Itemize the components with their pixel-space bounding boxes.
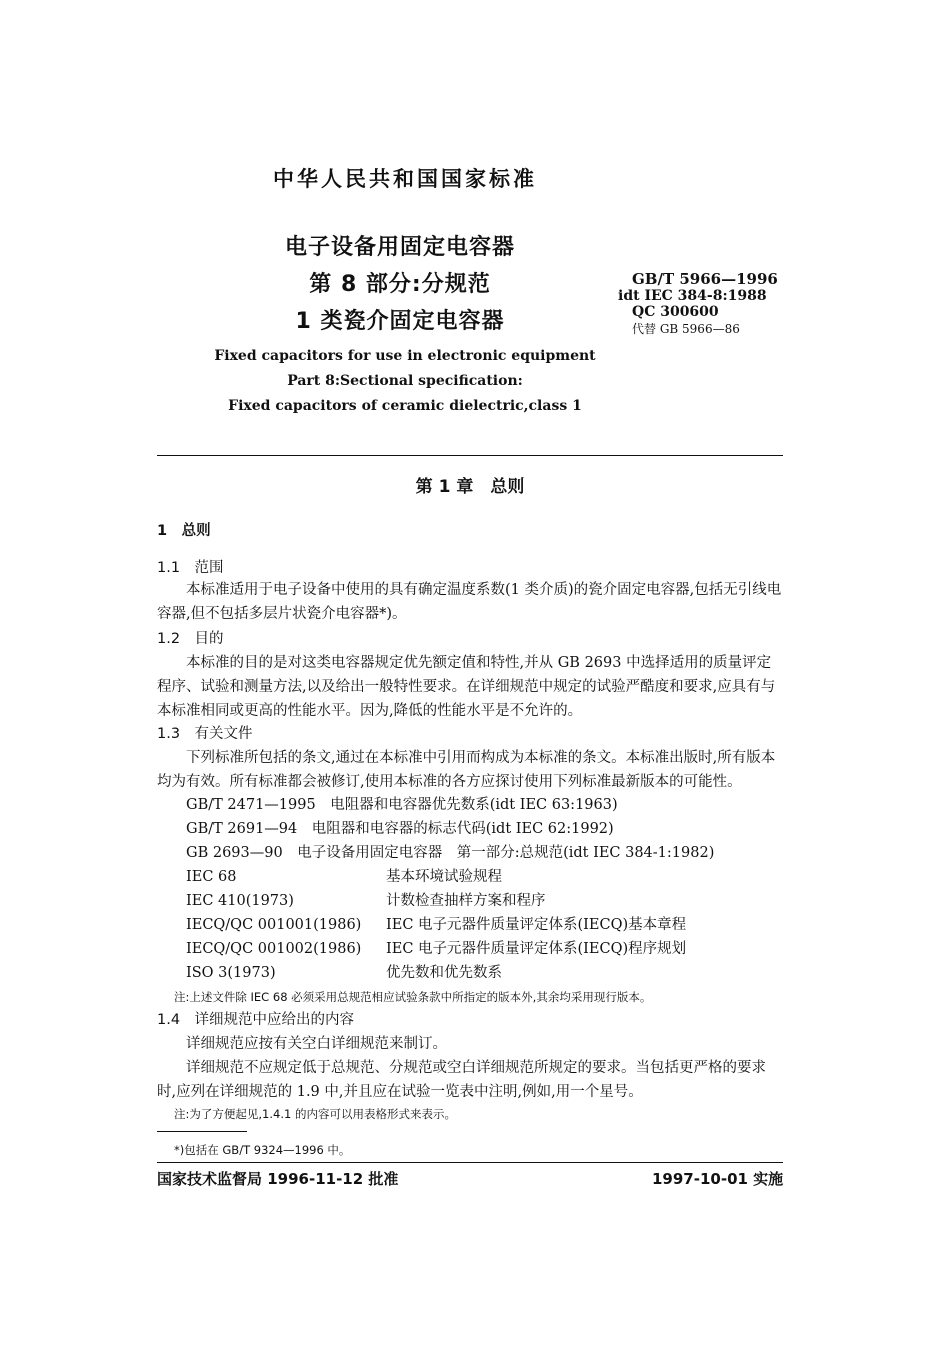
section-1-4-heading: 1.4 详细规范中应给出的内容 xyxy=(157,1012,355,1028)
ref-table-title: IEC 电子元器件质量评定体系(IECQ)程序规划 xyxy=(386,941,687,957)
section-1-heading: 1 总则 xyxy=(157,523,211,539)
title-en-line-1: Fixed capacitors for use in electronic equipment xyxy=(214,348,596,364)
standard-code: GB/T 5966—1996 xyxy=(632,270,778,288)
qc-code: QC 300600 xyxy=(632,304,719,320)
section-1-3-heading: 1.3 有关文件 xyxy=(157,726,253,742)
idt-code: idt IEC 384-8:1988 xyxy=(618,288,767,304)
ref-table-code: IEC 410(1973) xyxy=(186,893,294,909)
ref-gbt-2471: GB/T 2471—1995 电阻器和电容器优先数系(idt IEC 63:1963) xyxy=(186,797,618,813)
title-cn-line-3: 1 类瓷介固定电容器 xyxy=(295,309,505,334)
ref-table-code: ISO 3(1973) xyxy=(186,965,276,981)
section-1-1-text: 本标准适用于电子设备中使用的具有确定温度系数(1 类介质)的瓷介固定电容器,包括无引线电容器,但不包括多层片状瓷介电容器*)。 xyxy=(157,582,782,622)
section-1-4-text-2: 详细规范不应规定低于总规范、分规范或空白详细规范所规定的要求。当包括更严格的要求时,应列在详细规范的 1.9 中,并且应在试验一览表中注明,例如,用一个星号。 xyxy=(157,1060,766,1100)
effective-date: 1997-10-01 实施 xyxy=(652,1170,784,1188)
footer-divider xyxy=(157,1162,783,1163)
ref-table-code: IECQ/QC 001001(1986) xyxy=(186,917,362,933)
national-standard-label: 中华人民共和国国家标准 xyxy=(273,167,537,191)
section-1-1-heading: 1.1 范围 xyxy=(157,560,224,576)
title-en-line-2: Part 8:Sectional specification: xyxy=(287,373,523,389)
footnote: *)包括在 GB/T 9324—1996 中。 xyxy=(174,1143,351,1157)
ref-table-title: 计数检查抽样方案和程序 xyxy=(386,893,546,909)
approval-date: 国家技术监督局 1996-11-12 批准 xyxy=(157,1170,399,1188)
replaces-code: 代替 GB 5966—86 xyxy=(632,322,740,336)
ref-gbt-2691: GB/T 2691—94 电阻器和电容器的标志代码(idt IEC 62:1992) xyxy=(186,821,614,837)
ref-table-title: 基本环境试验规程 xyxy=(386,869,502,885)
header-divider xyxy=(157,455,783,456)
section-1-3-text: 下列标准所包括的条文,通过在本标准中引用而构成为本标准的条文。本标准出版时,所有版本均为有效。所有标准都会被修订,使用本标准的各方应探讨使用下列标准最新版本的可能性。 xyxy=(157,750,776,790)
ref-table-code: IEC 68 xyxy=(186,869,237,885)
footnote-rule xyxy=(157,1131,247,1132)
section-1-4-note: 注:为了方便起见,1.4.1 的内容可以用表格形式来表示。 xyxy=(174,1107,456,1121)
section-1-2-heading: 1.2 目的 xyxy=(157,631,224,647)
title-en-line-3: Fixed capacitors of ceramic dielectric,class 1 xyxy=(228,398,582,414)
title-cn-line-2: 第 8 部分:分规范 xyxy=(309,272,491,297)
title-cn-line-1: 电子设备用固定电容器 xyxy=(284,235,515,260)
section-1-2-text: 本标准的目的是对这类电容器规定优先额定值和特性,并从 GB 2693 中选择适用的质量评定程序、试验和测量方法,以及给出一般特性要求。在详细规范中规定的试验严酷度和要求,应具有与本标准相同或更高的性能水平。因为,降低的性能水平是不允许的。 xyxy=(157,655,776,719)
section-1-4-text-1: 详细规范应按有关空白详细规范来制订。 xyxy=(186,1036,447,1052)
chapter-heading: 第 1 章 总则 xyxy=(415,477,525,497)
ref-table-title: 优先数和优先数系 xyxy=(386,965,502,981)
ref-gb-2693: GB 2693—90 电子设备用固定电容器 第一部分:总规范(idt IEC 384-1:1982) xyxy=(186,845,715,861)
section-1-3-note: 注:上述文件除 IEC 68 必须采用总规范相应试验条款中所指定的版本外,其余均采用现行版本。 xyxy=(174,990,652,1004)
ref-table-code: IECQ/QC 001002(1986) xyxy=(186,941,362,957)
ref-table-title: IEC 电子元器件质量评定体系(IECQ)基本章程 xyxy=(386,917,687,933)
